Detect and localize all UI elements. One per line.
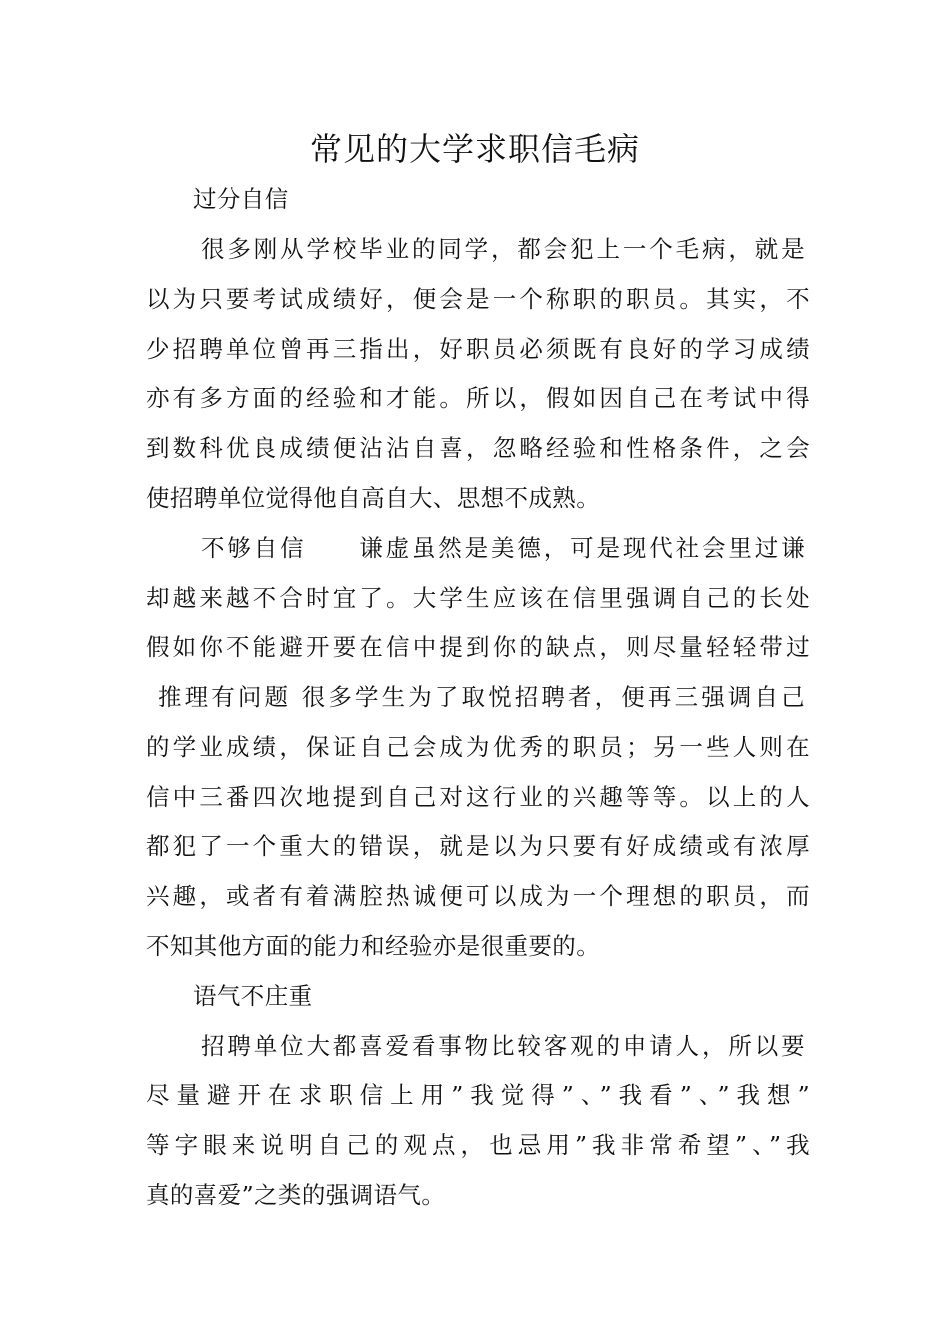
paragraph-line: 不知其他方面的能力和经验亦是很重要的。 — [146, 932, 601, 960]
paragraph-line: 假如你不能避开要在信中提到你的缺点，则尽量轻轻带过 — [146, 633, 810, 661]
section-heading: 语气不庄重 — [193, 982, 313, 1010]
paragraph-line: 都犯了一个重大的错误，就是以为只要有好成绩或有浓厚 — [146, 832, 810, 860]
paragraph-line: 兴趣，或者有着满腔热诚便可以成为一个理想的职员，而 — [146, 882, 810, 910]
paragraph-line: 招聘单位大都喜爱看事物比较客观的申请人，所以要 — [201, 1032, 805, 1060]
paragraph-line: 却越来越不合时宜了。大学生应该在信里强调自己的长处 — [146, 584, 810, 612]
paragraph-line: 少招聘单位曾再三指出，好职员必须既有良好的学习成绩 — [146, 335, 810, 363]
paragraph-line: 推理有问题 很多学生为了取悦招聘者，便再三强调自己 — [158, 683, 805, 711]
document-title: 常见的大学求职信毛病 — [309, 130, 640, 168]
paragraph-line: 真的喜爱”之类的强调语气。 — [146, 1181, 446, 1209]
paragraph-line: 亦有多方面的经验和才能。所以，假如因自己在考试中得 — [146, 384, 810, 412]
paragraph-line: 到数科优良成绩便沾沾自喜，忽略经验和性格条件，之会 — [146, 434, 810, 462]
paragraph-line: 信中三番四次地提到自己对这行业的兴趣等等。以上的人 — [146, 783, 810, 811]
section-heading: 过分自信 — [193, 185, 289, 213]
paragraph-line: 以为只要考试成绩好，便会是一个称职的职员。其实，不 — [146, 285, 810, 313]
paragraph-line: 不够自信 谦虚虽然是美德，可是现代社会里过谦 — [201, 534, 805, 562]
paragraph-line: 尽量避开在求职信上用”我觉得”、”我看”、”我想” — [146, 1081, 810, 1109]
paragraph-line: 的学业成绩，保证自己会成为优秀的职员；另一些人则在 — [146, 733, 810, 761]
paragraph-line: 使招聘单位觉得他自高自大、思想不成熟。 — [146, 484, 601, 512]
paragraph-line: 很多刚从学校毕业的同学，都会犯上一个毛病，就是 — [201, 235, 805, 263]
paragraph-line: 等字眼来说明自己的观点，也忌用”我非常希望”、”我 — [146, 1131, 810, 1159]
